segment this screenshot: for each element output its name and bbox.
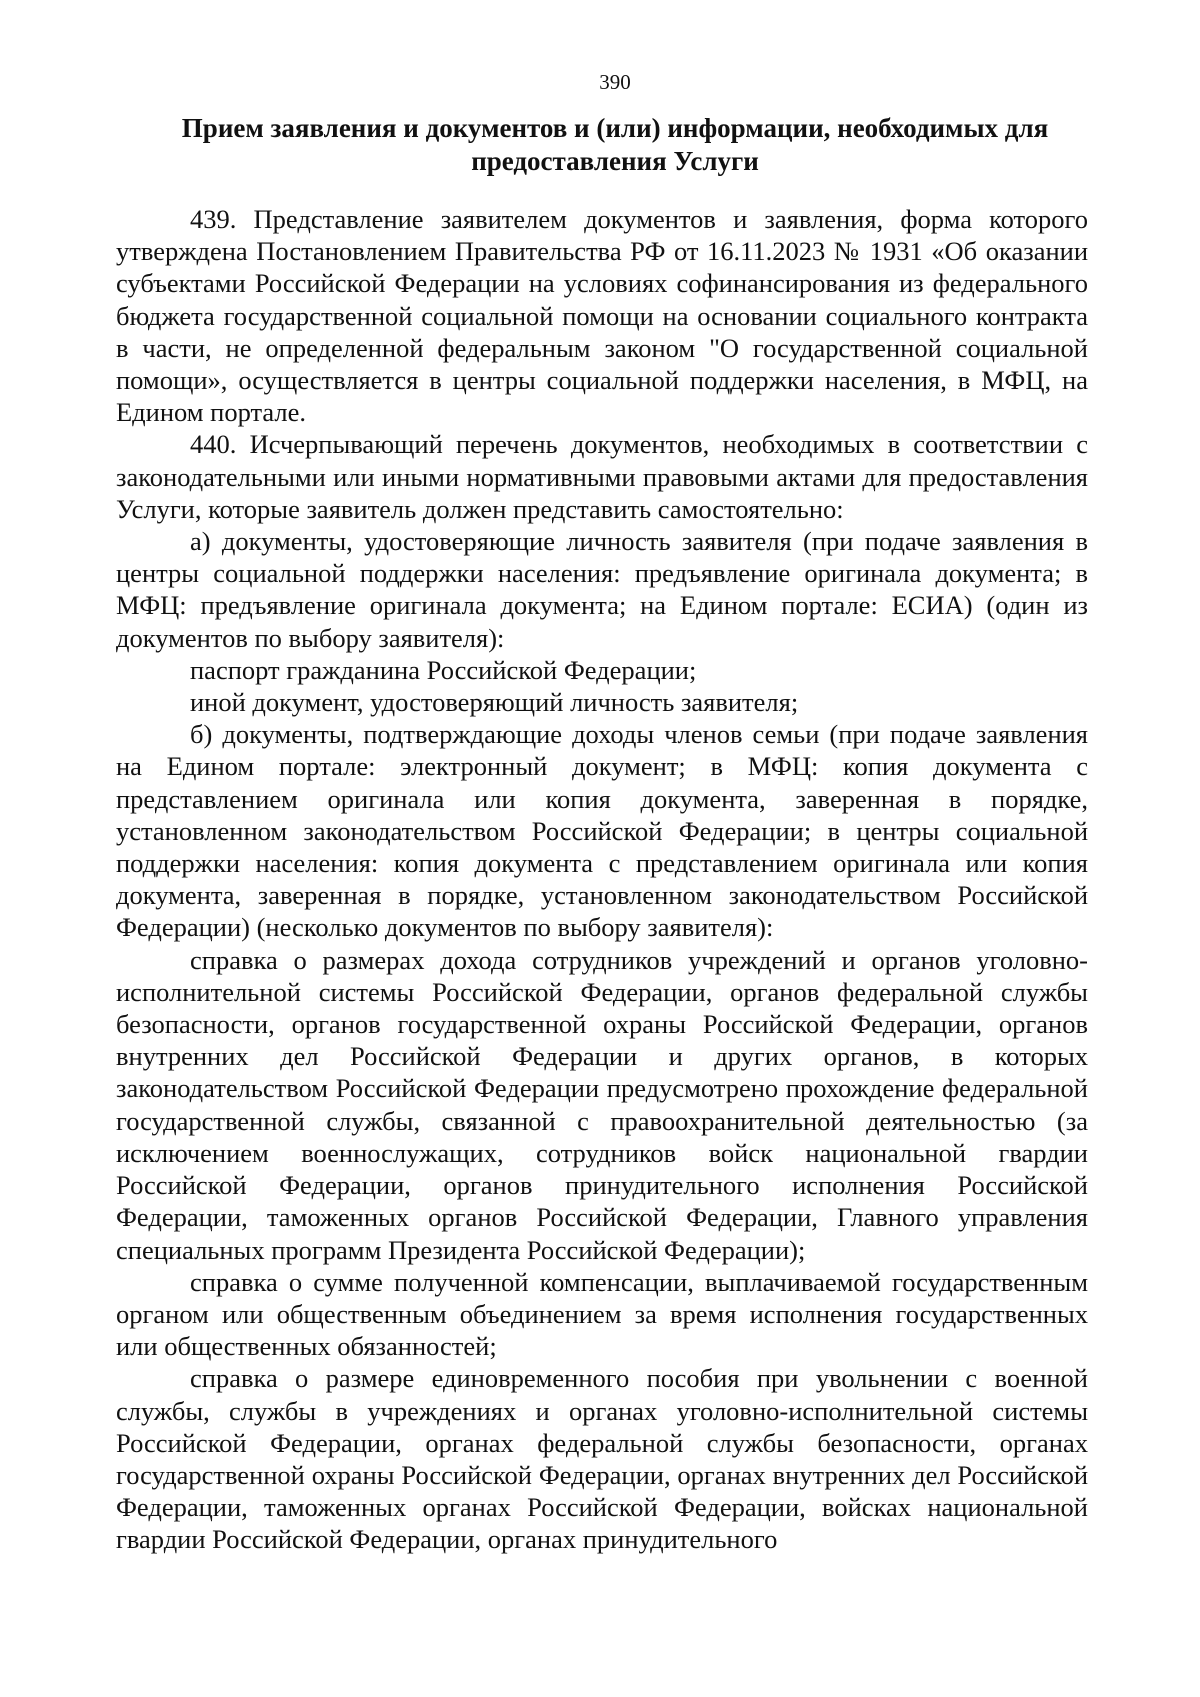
list-subitem: справка о размерах дохода сотрудников учреждений и органов уголовно-исполнительной системы Российской Федерации, органов федеральной службы безопасности, органов государственной охраны Российской Федерации, органов внутренних дел Российской Федерации и других органов, в которых законодательством Российской Федерации предусмотрено прохождение федеральной государственной службы, связанной с правоохранительной деятельностью (за исключением военнослужащих, сотрудников войск национальной гвардии Российской Федерации, органов принудительного исполнения Российской Федерации, таможенных органов Российской Федерации, Главного управления специальных программ Президента Российской Федерации); [116, 944, 1088, 1265]
section-title [116, 112, 1088, 178]
document-body [116, 203, 1088, 1556]
paragraph-440: 440. Исчерпывающий перечень документов, необходимых в соответствии с законодательными или иными нормативными правовыми актами для предоставления Услуги, которые заявитель должен представить самостоятельно: [116, 429, 1088, 524]
list-subitem: иной документ, удостоверяющий личность заявителя; [190, 687, 799, 718]
section-title-line: Прием заявления и документов и (или) информации, необходимых для [181, 113, 1049, 143]
document-page [116, 62, 1088, 1556]
paragraph-439: 439. Представление заявителем документов и заявления, форма которого утверждена Постановлением Правительства РФ от 16.11.2023 № 1931 «Об оказании субъектами Российской Федерации на условиях софинансирования из федерального бюджета государственной социальной помощи на основании социального контракта в части, не определенной федеральным законом "О государственной социальной помощи», осуществляется в центры социальной поддержки населения, в МФЦ, на Едином портале. [116, 204, 1088, 428]
list-subitem: паспорт гражданина Российской Федерации; [190, 654, 697, 685]
list-subitem: справка о размере единовременного пособия при увольнении с военной службы, службы в учреждениях и органах уголовно-исполнительной системы Российской Федерации, органах федеральной службы безопасности, органах государственной охраны Российской Федерации, органах внутренних дел Российской Федерации, таможенных органах Российской Федерации, войсках национальной гвардии Российской Федерации, органах принудительного [116, 1363, 1088, 1555]
page-number: 390 [599, 70, 631, 94]
list-item-a: а) документы, удостоверяющие личность заявителя (при подаче заявления в центры социальной поддержки населения: предъявление оригинала документа; в МФЦ: предъявление оригинала документа; на Едином портале: ЕСИА) (один из документов по выбору заявителя): [116, 526, 1088, 653]
list-item-b: б) документы, подтверждающие доходы членов семьи (при подаче заявления на Едином портале: электронный документ; в МФЦ: копия документа с представлением оригинала или копия документа, заверенная в порядке, установленном законодательством Российской Федерации; в центры социальной поддержки населения: копия документа с представлением оригинала или копия документа, заверенная в порядке, установленном законодательством Российской Федерации) (несколько документов по выбору заявителя): [116, 719, 1088, 943]
section-title-line: предоставления Услуги [471, 146, 759, 176]
list-subitem: справка о сумме полученной компенсации, выплачиваемой государственным органом или общественным объединением за время исполнения государственных или общественных обязанностей; [116, 1266, 1088, 1362]
